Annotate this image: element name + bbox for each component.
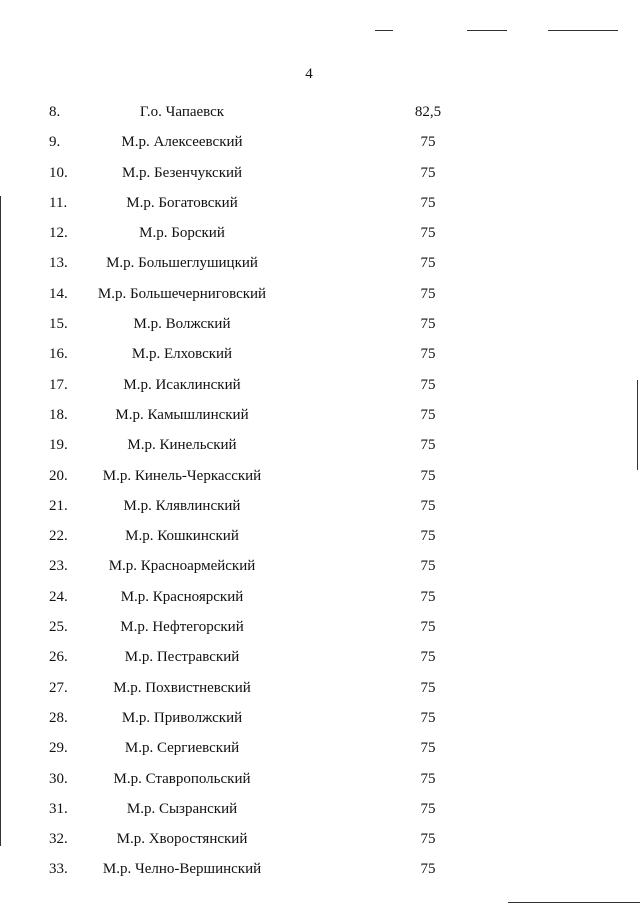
row-value: 75	[420, 467, 436, 484]
row-number: 16.	[49, 346, 68, 363]
row-value: 75	[420, 709, 436, 726]
row-number: 28.	[49, 709, 68, 726]
table-row	[0, 165, 640, 195]
table-row	[0, 619, 640, 649]
row-value: 75	[420, 649, 436, 666]
row-number: 30.	[49, 770, 68, 787]
table-row	[0, 134, 640, 164]
table-row	[0, 255, 640, 285]
table-row	[0, 589, 640, 619]
municipality-name: М.р. Приволжский	[121, 709, 243, 726]
row-number: 33.	[49, 861, 68, 878]
row-value: 75	[420, 831, 436, 848]
table-row	[0, 771, 640, 801]
row-number: 13.	[49, 255, 68, 272]
row-value: 75	[420, 861, 436, 878]
row-number: 32.	[49, 831, 68, 848]
row-number: 24.	[49, 588, 68, 605]
municipality-name: Г.о. Чапаевск	[139, 104, 225, 120]
table-row	[0, 528, 640, 558]
row-number: 11.	[49, 194, 68, 211]
row-value: 75	[420, 406, 436, 423]
row-number: 23.	[49, 558, 68, 575]
table-row	[0, 316, 640, 346]
row-value: 75	[420, 134, 436, 151]
row-number: 14.	[49, 285, 68, 302]
row-number: 9.	[49, 134, 61, 151]
municipality-name: М.р. Кошкинский	[125, 528, 239, 545]
municipality-name: М.р. Алексеевский	[121, 134, 243, 151]
table-row	[0, 710, 640, 740]
row-number: 31.	[49, 800, 68, 817]
row-value: 75	[420, 558, 436, 575]
municipality-name: М.р. Волжский	[133, 316, 231, 333]
municipality-name: М.р. Клявлинский	[123, 497, 241, 514]
municipality-name: М.р. Нефтегорский	[120, 619, 244, 636]
table-row	[0, 649, 640, 679]
table-row	[0, 104, 640, 134]
municipality-name: М.р. Сызранский	[126, 800, 238, 817]
row-value: 75	[420, 164, 436, 181]
row-value: 75	[420, 376, 436, 393]
row-number: 29.	[49, 740, 68, 757]
row-number: 19.	[49, 437, 68, 454]
municipality-name: М.р. Кинель-Черкасский	[102, 467, 262, 484]
row-number: 21.	[49, 497, 68, 514]
row-value: 75	[420, 679, 436, 696]
municipality-name: М.р. Елховский	[131, 346, 233, 363]
municipality-name: М.р. Безенчукский	[121, 164, 243, 181]
municipality-name: М.р. Богатовский	[126, 194, 238, 211]
row-value: 75	[420, 255, 436, 272]
table-row	[0, 831, 640, 861]
municipality-name: М.р. Красноярский	[120, 588, 244, 605]
row-number: 17.	[49, 376, 68, 393]
scan-mark-top-2	[467, 30, 507, 31]
municipality-name: М.р. Красноармейский	[108, 558, 256, 575]
table-row	[0, 740, 640, 770]
table-row	[0, 437, 640, 467]
municipality-name: М.р. Большеглушицкий	[106, 255, 258, 272]
table-row	[0, 195, 640, 225]
row-number: 25.	[49, 619, 68, 636]
row-value: 75	[420, 346, 436, 363]
page-number: 4	[305, 66, 313, 82]
row-number: 22.	[49, 528, 68, 545]
row-value: 75	[420, 619, 436, 636]
row-value: 75	[420, 316, 436, 333]
scan-mark-bottom	[508, 902, 640, 903]
municipality-name: М.р. Исаклинский	[123, 376, 241, 393]
table-row	[0, 286, 640, 316]
table-row	[0, 680, 640, 710]
municipality-name: М.р. Большечерниговский	[97, 285, 267, 302]
row-number: 20.	[49, 467, 68, 484]
row-value: 75	[420, 770, 436, 787]
row-value: 75	[420, 740, 436, 757]
row-value: 75	[420, 285, 436, 302]
row-number: 27.	[49, 679, 68, 696]
allocation-table	[0, 104, 640, 892]
table-row	[0, 468, 640, 498]
table-row	[0, 498, 640, 528]
scan-mark-top-1	[375, 30, 393, 31]
table-row	[0, 558, 640, 588]
row-value: 75	[420, 528, 436, 545]
municipality-name: М.р. Пестравский	[124, 649, 240, 666]
row-number: 12.	[49, 225, 68, 242]
row-value: 75	[420, 437, 436, 454]
table-row	[0, 861, 640, 891]
row-number: 26.	[49, 649, 68, 666]
row-value: 75	[420, 800, 436, 817]
row-value: 75	[420, 225, 436, 242]
municipality-name: М.р. Камышлинский	[115, 406, 249, 423]
scan-mark-top-3	[548, 30, 618, 31]
table-row	[0, 346, 640, 376]
table-row	[0, 407, 640, 437]
row-number: 15.	[49, 316, 68, 333]
row-number: 10.	[49, 164, 68, 181]
table-row	[0, 225, 640, 255]
table-row	[0, 377, 640, 407]
municipality-name: М.р. Похвистневский	[113, 679, 251, 696]
row-value: 82,5	[414, 104, 442, 120]
municipality-name: М.р. Кинельский	[127, 437, 237, 454]
row-value: 75	[420, 497, 436, 514]
row-value: 75	[420, 588, 436, 605]
municipality-name: М.р. Сергиевский	[124, 740, 240, 757]
row-number: 18.	[49, 406, 68, 423]
municipality-name: М.р. Ставропольский	[113, 770, 251, 787]
municipality-name: М.р. Хворостянский	[116, 831, 248, 848]
table-row	[0, 801, 640, 831]
municipality-name: М.р. Борский	[139, 225, 225, 242]
municipality-name: М.р. Челно-Вершинский	[102, 861, 262, 878]
row-value: 75	[420, 194, 436, 211]
row-number: 8.	[49, 104, 61, 120]
